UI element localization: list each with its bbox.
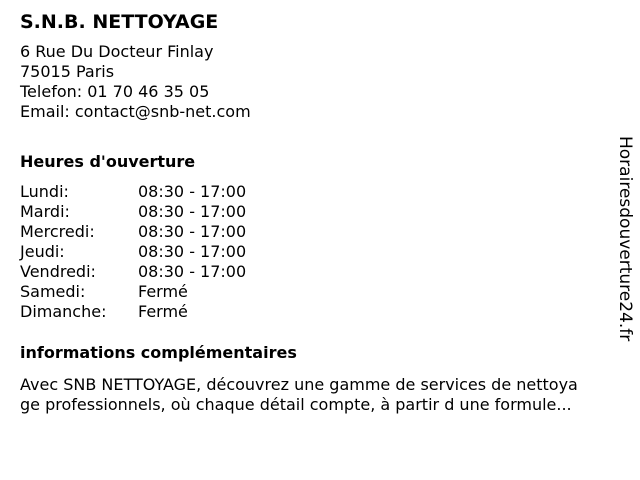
hours-row-dimanche (20, 302, 630, 322)
city-postal: 75015 Paris (20, 62, 115, 81)
hours-time: 08:30 - 17:00 (138, 202, 247, 221)
hours-row-samedi (20, 282, 630, 302)
hours-day: Samedi: (20, 282, 86, 301)
hours-time: Fermé (138, 282, 188, 301)
info-text-line-1: Avec SNB NETTOYAGE, découvrez une gamme de services de nettoya (20, 375, 578, 394)
hours-day: Jeudi: (20, 242, 65, 261)
info-text-line-2: ge professionnels, où chaque détail compte, à partir d une formule... (20, 395, 572, 414)
hours-row-mercredi (20, 222, 630, 242)
hours-day: Dimanche: (20, 302, 107, 321)
email-address: Email: contact@snb-net.com (20, 102, 251, 121)
hours-time: Fermé (138, 302, 188, 321)
address-block (20, 42, 630, 122)
hours-day: Vendredi: (20, 262, 96, 281)
hours-day: Mercredi: (20, 222, 95, 241)
watermark-text: Horairesdouverture24.fr (615, 136, 635, 342)
hours-table (20, 182, 630, 322)
street-address: 6 Rue Du Docteur Finlay (20, 42, 214, 61)
hours-row-jeudi (20, 242, 630, 262)
hours-time: 08:30 - 17:00 (138, 222, 247, 241)
hours-heading: Heures d'ouverture (20, 152, 196, 171)
hours-time: 08:30 - 17:00 (138, 242, 247, 261)
hours-row-lundi (20, 182, 630, 202)
hours-time: 08:30 - 17:00 (138, 262, 247, 281)
info-heading: informations complémentaires (20, 343, 297, 362)
hours-time: 08:30 - 17:00 (138, 182, 247, 201)
hours-day: Lundi: (20, 182, 69, 201)
business-card (20, 8, 630, 415)
hours-row-mardi (20, 202, 630, 222)
hours-row-vendredi (20, 262, 630, 282)
business-name: S.N.B. NETTOYAGE (20, 11, 219, 33)
site-watermark (612, 136, 636, 342)
hours-day: Mardi: (20, 202, 70, 221)
phone-number: Telefon: 01 70 46 35 05 (20, 82, 210, 101)
